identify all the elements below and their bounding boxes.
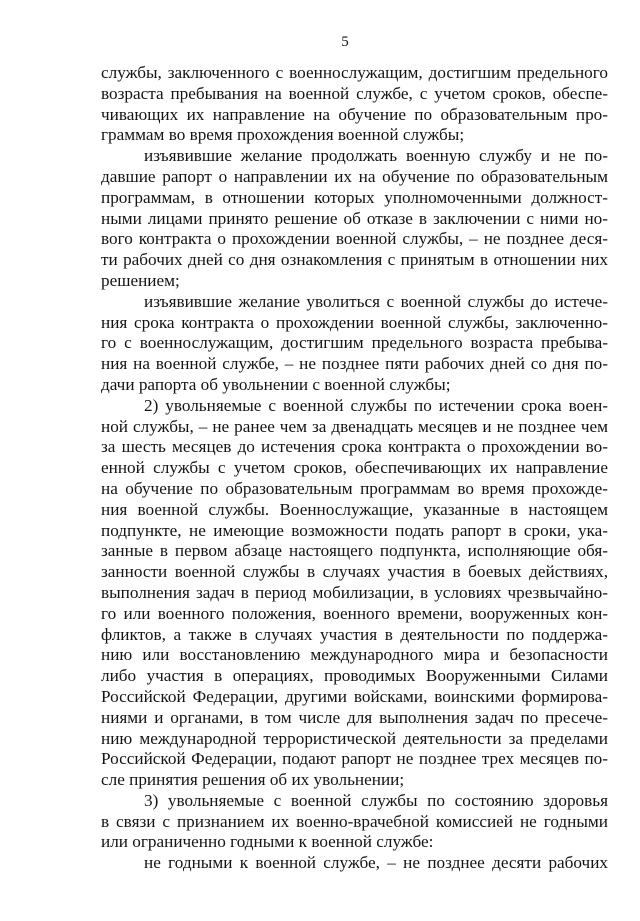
- text-line: давшие рапорт о направлении их на обучение по образовательным: [101, 166, 608, 186]
- text-line: ными лицами принято решение об отказе в заключении с ними но-: [101, 208, 608, 228]
- text-line: не годными к военной службе, – не позднее десяти рабочих: [144, 853, 608, 873]
- text-line: ной службы, – не ранее чем за двенадцать месяцев и не позднее чем: [101, 416, 608, 436]
- body-text: [101, 63, 608, 874]
- text-line: граммам во время прохождения военной службы;: [101, 125, 465, 145]
- text-line: за шесть месяцев до истечения срока контракта о прохождении во-: [101, 437, 608, 457]
- text-line: сле принятия решения об их увольнении;: [101, 770, 405, 790]
- text-line: выполнения задач в период мобилизации, в условиях чрезвычайно-: [101, 582, 608, 602]
- text-line: чивающих их направление на обучение по образовательным про-: [101, 104, 608, 124]
- text-line: нию или восстановлению международного мира и безопасности: [101, 645, 608, 665]
- text-line: Российской Федерации, другими войсками, воинскими формирова-: [101, 686, 608, 706]
- text-line: изъявившие желание уволиться с военной службы до истече-: [144, 291, 608, 311]
- text-line: дачи рапорта об увольнении с военной службы;: [101, 374, 451, 394]
- text-line: го с военнослужащим, достигшим предельного возраста пребыва-: [101, 333, 608, 353]
- text-line: подпункте, не имеющие возможности подать рапорт в сроки, ука-: [101, 520, 608, 540]
- text-line: 2) увольняемые с военной службы по истечении срока воен-: [144, 395, 608, 415]
- text-line: или ограниченно годными к военной службе:: [101, 832, 434, 852]
- text-line: программам, в отношении которых уполномоченными должност-: [101, 187, 608, 207]
- text-line: вого контракта о прохождении военной службы, – не позднее деся-: [101, 229, 608, 249]
- text-line: ти рабочих дней со дня ознакомления с принятым в отношении них: [101, 250, 608, 270]
- text-line: енной службы с учетом сроков, обеспечивающих их направление: [101, 458, 608, 478]
- text-line: 3) увольняемые с военной службы по состоянию здоровья: [144, 790, 608, 810]
- text-line: в связи с признанием их военно-врачебной комиссией не годными: [101, 811, 608, 831]
- text-line: решением;: [101, 270, 180, 290]
- text-line: го или военного положения, военного времени, вооруженных кон-: [101, 603, 608, 623]
- text-line: фликтов, а также в случаях участия в деятельности по поддержа-: [101, 624, 608, 644]
- text-line: службы, заключенного с военнослужащим, достигшим предельного: [101, 63, 608, 82]
- text-line: ния срока контракта о прохождении военной службы, заключенно-: [101, 312, 608, 332]
- text-line: ния военной службы. Военнослужащие, указанные в настоящем: [101, 499, 608, 519]
- text-line: занности военной службы в случаях участия в боевых действиях,: [101, 562, 608, 582]
- text-line: изъявившие желание продолжать военную службу и не по-: [144, 146, 608, 166]
- text-line: нию международной террористической деятельности за пределами: [101, 728, 608, 748]
- text-line: Российской Федерации, подают рапорт не позднее трех месяцев по-: [101, 749, 608, 769]
- text-line: возраста пребывания на военной службе, с учетом сроков, обеспе-: [101, 83, 608, 103]
- page-number: 5: [341, 34, 349, 50]
- text-line: на обучение по образовательным программам во время прохожде-: [101, 478, 608, 498]
- text-line: занные в первом абзаце настоящего подпункта, исполняющие обя-: [101, 541, 608, 561]
- text-line: либо участия в операциях, проводимых Вооруженными Силами: [101, 666, 608, 686]
- text-line: ния на военной службе, – не позднее пяти рабочих дней со дня по-: [101, 354, 608, 374]
- text-line: ниями и органами, в том числе для выполнения задач по пресече-: [101, 707, 608, 727]
